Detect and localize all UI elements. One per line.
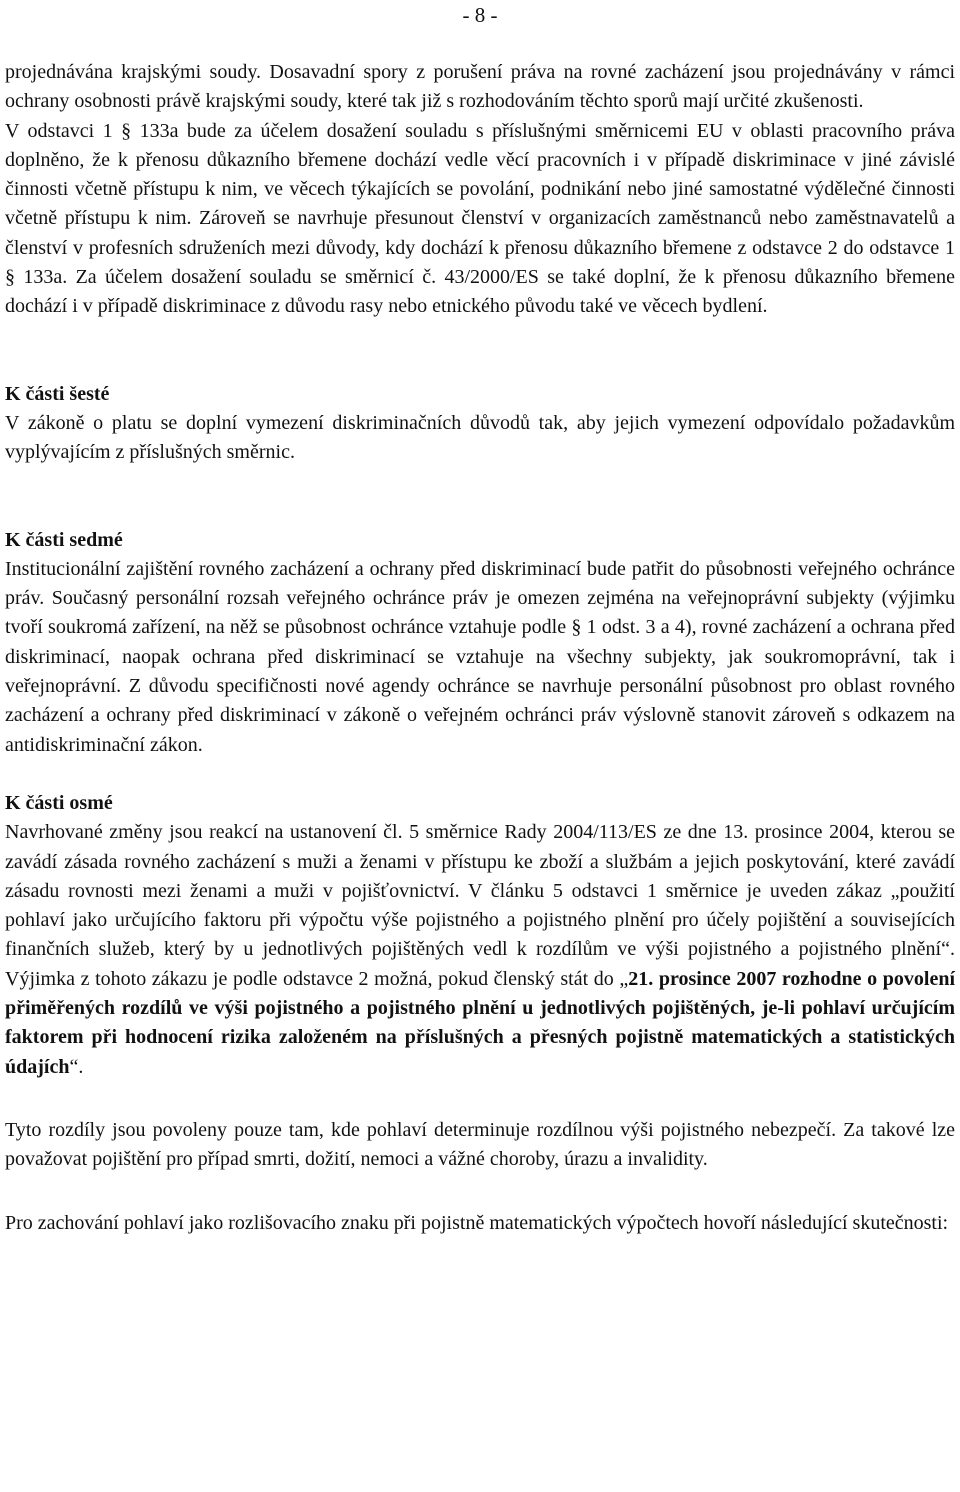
paragraph-part-eight (5, 818, 955, 1082)
heading-part-six: K části šesté (5, 382, 110, 405)
paragraph-permitted-differences: Tyto rozdíly jsou povoleny pouze tam, kde pohlaví determinuje rozdílnou výši pojistného nebezpečí. Za takové lze považovat pojištění pro případ smrti, dožití, nemoci a vážné choroby, úrazu a invalidity. (5, 1118, 955, 1171)
paragraph-burden-of-proof: V odstavci 1 § 133a bude za účelem dosažení souladu s příslušnými směrnicemi EU v oblasti pracovního práva doplněno, že k přenosu důkazního břemene dochází vedle věcí pracovních i v případě diskriminace v jiné závislé činnosti včetně přístupu k nim, ve věcech týkajících se povolání, podnikání nebo jiné samostatné výdělečné činnosti včetně přístupu k nim. Zároveň se navrhuje přesunout členství v organizacích zaměstnanců nebo zaměstnavatelů a členství v profesních sdruženích mezi důvody, kdy dochází k přenosu důkazního břemene z odstavce 2 do odstavce 1 § 133a. Za účelem dosažení souladu se směrnicí č. 43/2000/ES se také doplní, že k přenosu důkazního břemene dochází i v případě diskriminace z důvodu rasy nebo etnického původu také ve věcech bydlení. (5, 119, 955, 318)
spacer (5, 322, 955, 380)
heading-part-seven: K části sedmé (5, 528, 123, 551)
page-number: - 8 - (462, 3, 498, 27)
paragraph-part-six: V zákoně o platu se doplní vymezení diskriminačních důvodů tak, aby jejich vymezení odpovídalo požadavkům vyplývajícím z příslušných směrnic. (5, 411, 955, 464)
paragraph-part-seven: Institucionální zajištění rovného zacházení a ochrany před diskriminací bude patřit do působnosti veřejného ochránce práv. Současný personální rozsah veřejného ochránce práv je omezen zejména na veřejnoprávní subjekty (výjimku tvoří soukromá zařízení, na něž se působnost ochránce vztahuje podle § 1 odst. 3 a 4), rovné zacházení a ochrana před diskriminací, naopak ochrana před diskriminací se vztahuje na všechny subjekty, jak soukromoprávní, tak i veřejnoprávní. Z důvodu specifičnosti nové agendy ochránce se navrhuje personální působnost pro oblast rovného zacházení a ochrany před diskriminací v zákoně o veřejném ochránci práv výslovně stanovit zároveň s odkazem na antidiskriminační zákon. (5, 557, 955, 756)
heading-part-eight: K části osmé (5, 791, 113, 814)
paragraph-following-facts: Pro zachování pohlaví jako rozlišovacího znaku při pojistně matematických výpočtech hovoří následující skutečnosti: (5, 1211, 949, 1234)
paragraph-part-eight-end: “. (69, 1055, 84, 1078)
paragraph-part-eight-text: Navrhované změny jsou reakcí na ustanovení čl. 5 směrnice Rady 2004/113/ES ze dne 13. prosince 2004, kterou se zavádí zásada rovného zacházení s muži a ženami v přístupu ke zboží a službám a jejich poskytování, které zavádí zásadu rovnosti mezi ženami a muži v pojišťovnictví. V článku 5 odstavci 1 směrnice je uveden zákaz „použití pohlaví jako určujícího faktoru při výpočtu výše pojistného a pojistného plnění pro účely pojištění a souvisejících finančních služeb, který by u jednotlivých pojištěných vedl k rozdílům ve výši pojistného a pojistného plnění“. Výjimka z tohoto zákazu je podle odstavce 2 možná, pokud členský stát do „ (5, 821, 955, 990)
document-body (5, 58, 955, 1238)
spacer (5, 1082, 955, 1116)
paragraph-part-eight-quote: 21. prosince 2007 rozhodne o povolení přiměřených rozdílů ve výši pojistného a pojistného plnění u jednotlivých pojištěných, je-li pohlaví určujícím faktorem při hodnocení rizika založeném na příslušných a přesných pojistně matematických a statistických údajích (5, 967, 956, 1078)
spacer (5, 1175, 955, 1209)
spacer (5, 468, 955, 526)
spacer (5, 760, 955, 789)
paragraph-courts: projednávána krajskými soudy. Dosavadní spory z porušení práva na rovné zacházení jsou projednávány v rámci ochrany osobnosti právě krajskými soudy, které tak již s rozhodováním těchto sporů mají určité zkušenosti. (5, 61, 955, 113)
